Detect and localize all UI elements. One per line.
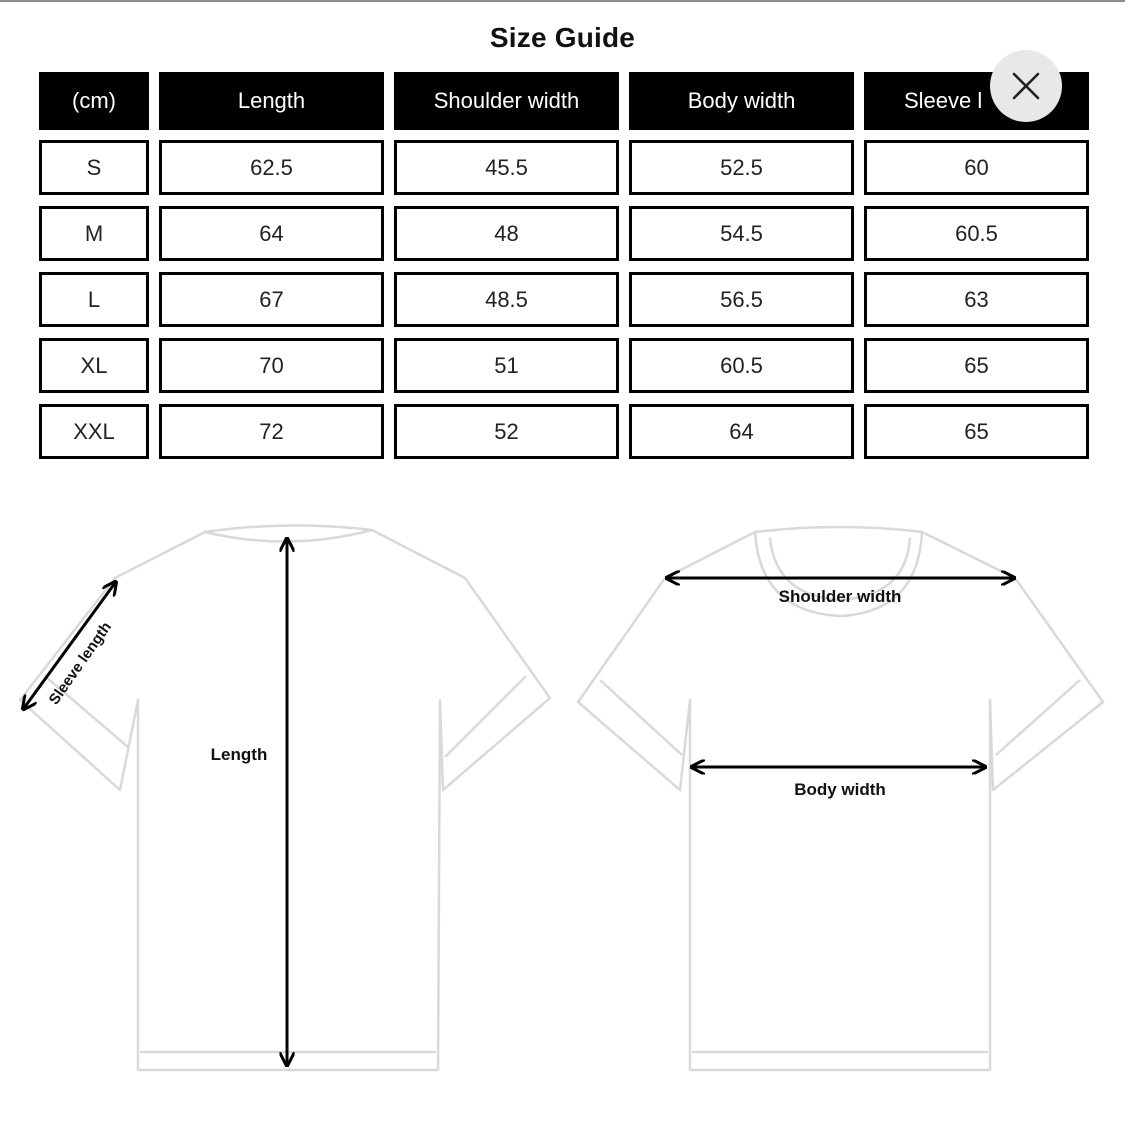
top-divider	[0, 0, 1125, 2]
table-cell-size: S	[39, 140, 149, 195]
table-cell-size: L	[39, 272, 149, 327]
measurement-diagram	[0, 500, 1125, 1100]
table-cell: 48	[394, 206, 619, 261]
close-icon	[1011, 71, 1041, 101]
table-cell: 48.5	[394, 272, 619, 327]
body-width-label: Body width	[794, 780, 886, 799]
table-cell: 67	[159, 272, 384, 327]
table-cell: 65	[864, 338, 1089, 393]
table-cell: 70	[159, 338, 384, 393]
table-cell: 64	[629, 404, 854, 459]
header-cell-unit: (cm)	[39, 72, 149, 130]
table-cell: 64	[159, 206, 384, 261]
table-cell: 65	[864, 404, 1089, 459]
table-cell: 52	[394, 404, 619, 459]
table-cell: 63	[864, 272, 1089, 327]
table-cell: 60	[864, 140, 1089, 195]
table-cell: 52.5	[629, 140, 854, 195]
header-cell-length: Length	[159, 72, 384, 130]
table-cell-size: M	[39, 206, 149, 261]
table-cell: 51	[394, 338, 619, 393]
header-cell-body-width: Body width	[629, 72, 854, 130]
table-cell-size: XXL	[39, 404, 149, 459]
table-cell: 72	[159, 404, 384, 459]
close-button[interactable]	[990, 50, 1062, 122]
table-cell: 45.5	[394, 140, 619, 195]
header-cell-sleeve-length: Sleeve l	[864, 72, 1089, 130]
modal-title: Size Guide	[489, 22, 636, 53]
header-cell-shoulder-width: Shoulder width	[394, 72, 619, 130]
table-cell: 56.5	[629, 272, 854, 327]
sleeve-length-label: Sleeve length	[45, 618, 116, 708]
length-label: Length	[210, 745, 268, 764]
table-cell: 60.5	[864, 206, 1089, 261]
table-cell-size: XL	[39, 338, 149, 393]
table-cell: 54.5	[629, 206, 854, 261]
shirt-back-illustration	[20, 525, 550, 1070]
table-cell: 62.5	[159, 140, 384, 195]
shoulder-width-label: Shoulder width	[778, 587, 902, 606]
table-cell: 60.5	[629, 338, 854, 393]
